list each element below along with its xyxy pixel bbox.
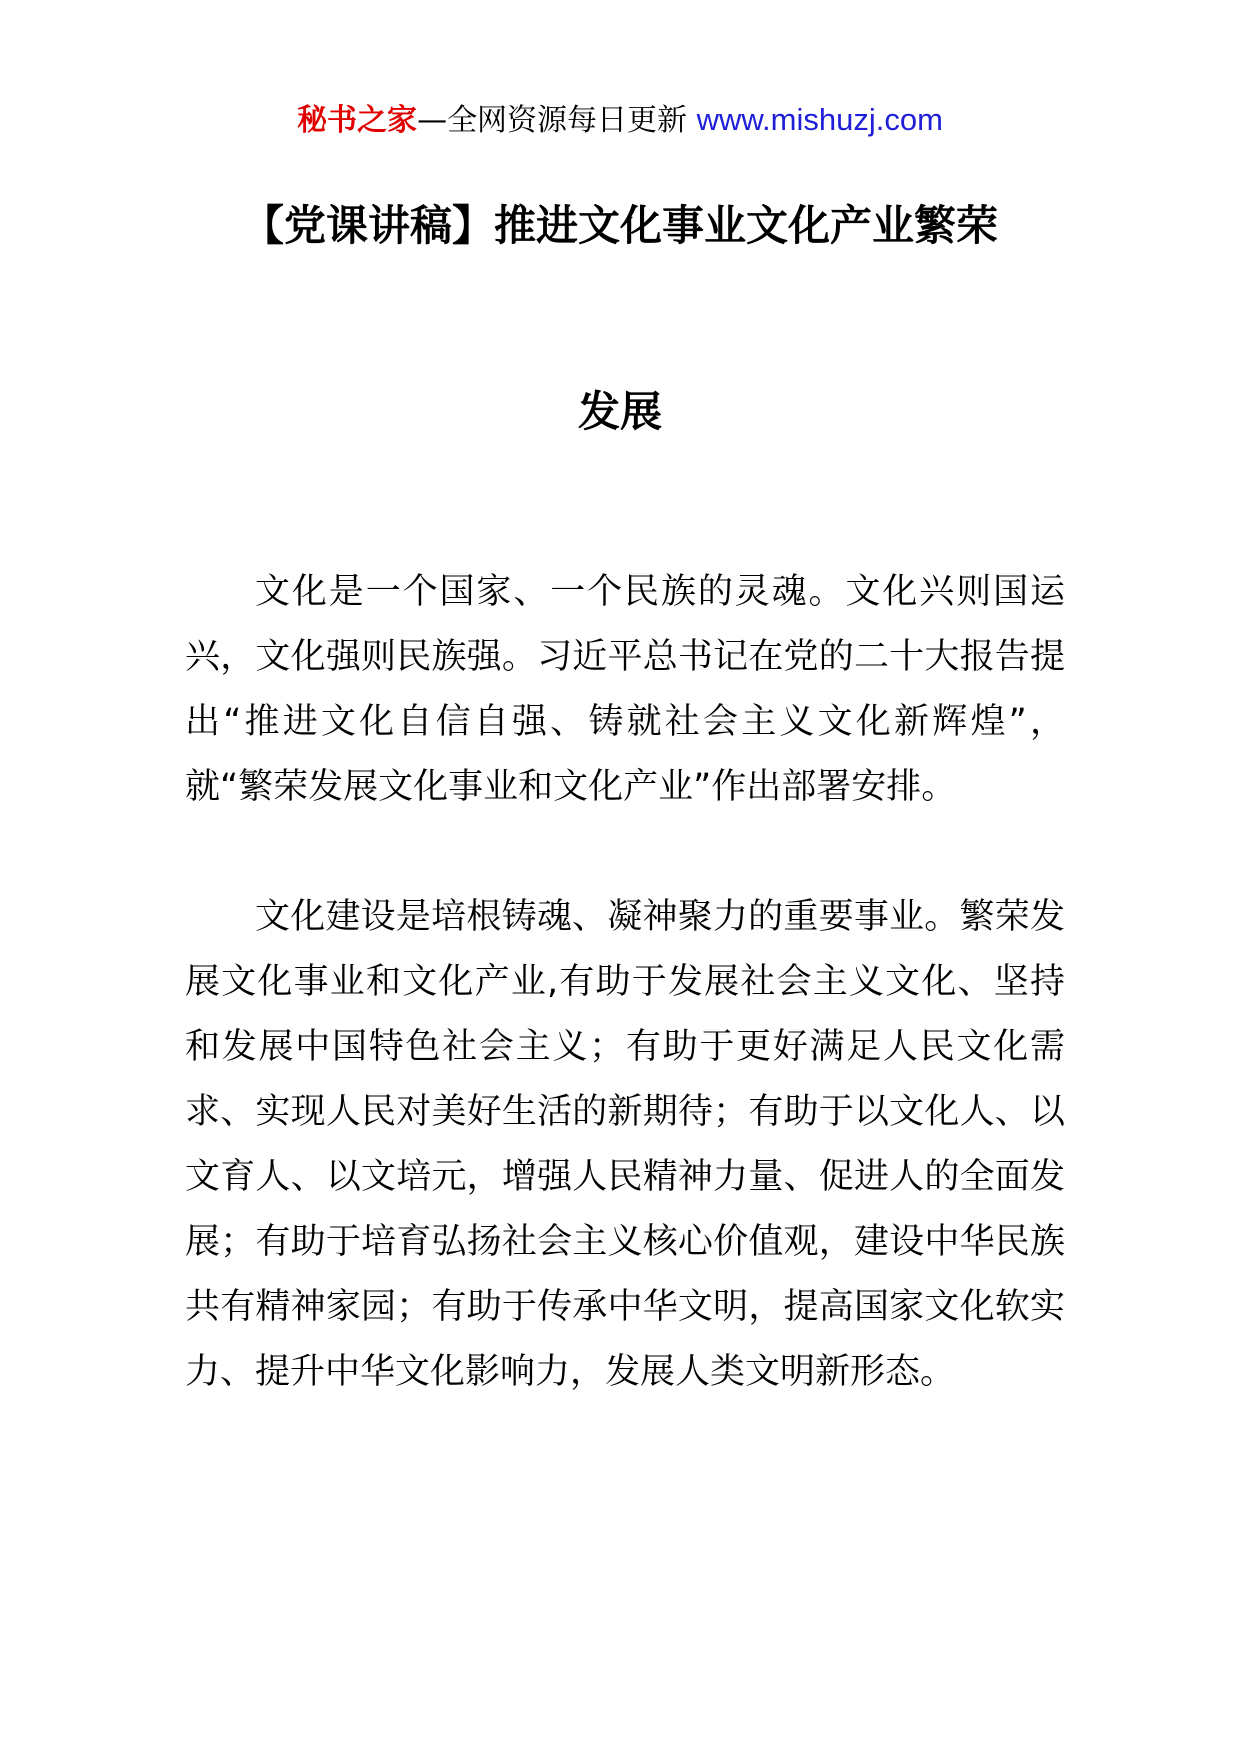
site-brand: 秘书之家 (297, 103, 418, 138)
header-dash: — (417, 103, 448, 138)
paragraph: 文化建设是培根铸魂、凝神聚力的重要事业。繁荣发展文化事业和文化产业,有助于发展社会主义文化、坚持和发展中国特色社会主义；有助于更好满足人民文化需求、实现人民对美好生活的新期待；有助于以文化人、以文育人、以文培元，增强人民精神力量、促进人的全面发展；有助于培育弘扬社会主义核心价值观，建设中华民族共有精神家园；有助于传承中华文明，提高国家文化软实力、提升中华文化影响力，发展人类文明新形态。 (185, 897, 1065, 1392)
site-header (0, 98, 1240, 143)
document-title-line-2: 发展 (577, 387, 662, 436)
site-url-link[interactable]: www.mishuzj.com (696, 102, 943, 137)
paragraph: 文化是一个国家、一个民族的灵魂。文化兴则国运兴，文化强则民族强。习近平总书记在党的二十大报告提出“推进文化自信自强、铸就社会主义文化新辉煌”，就“繁荣发展文化事业和文化产业”作出部署安排。 (185, 572, 1065, 807)
document-body (185, 560, 1065, 1405)
document-title-line-1: 【党课讲稿】推进文化事业文化产业繁荣 (241, 201, 998, 250)
site-slogan: 全网资源每日更新 (447, 103, 697, 138)
